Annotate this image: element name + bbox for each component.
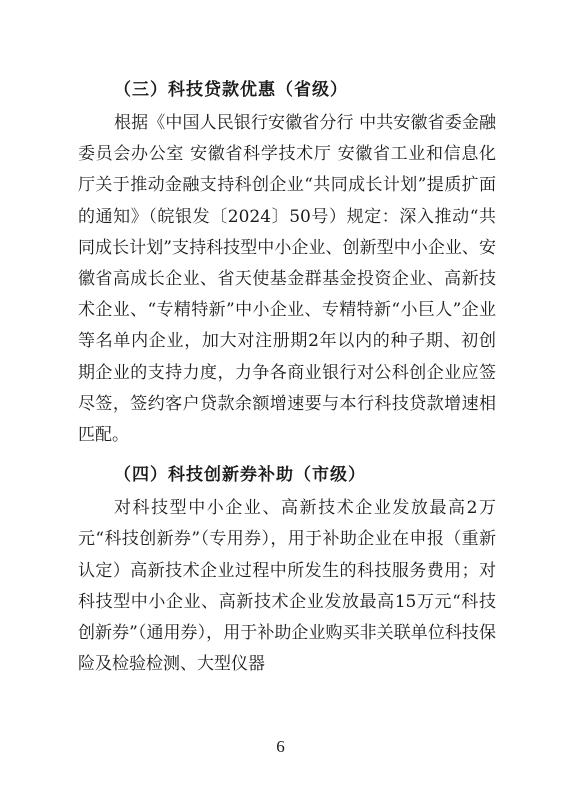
section-heading: （三）科技贷款优惠（省级）: [114, 80, 348, 100]
page-number: 6: [276, 737, 285, 756]
section-paragraph: 对科技型中小企业、高新技术企业发放最高2万元“科技创新券”（专用券），用于补助企业在申报（重新认定）高新技术企业过程中所发生的科技服务费用；对科技型中小企业、高新技术企业发放最高15万元“科技创新券”（通用券），用于补助企业购买非关联单位科技保险及检验检测、大型仪器: [78, 498, 496, 675]
section-innovation-voucher: [78, 457, 496, 680]
section-tech-loan-preference: [78, 72, 496, 451]
section-paragraph: 根据《中国人民银行安徽省分行 中共安徽省委金融委员会办公室 安徽省科学技术厅 安徽省工业和信息化厅关于推动金融支持科创企业“共同成长计划”提质扩面的通知》（皖银发〔2024〕50号）规定：深入推动“共同成长计划”支持科技型中小企业、创新型中小企业、安徽省高成长企业、省天使基金群基金投资企业、高新技术企业、“专精特新”中小企业、专精特新“小巨人”企业等名单内企业，加大对注册期2年以内的种子期、初创期企业的支持力度，力争各商业银行对公科创企业应签尽签，签约客户贷款余额增速要与本行科技贷款增速相匹配。: [78, 113, 496, 446]
page-content: [78, 72, 496, 680]
section-heading: （四）科技创新券补助（市级）: [114, 465, 366, 486]
